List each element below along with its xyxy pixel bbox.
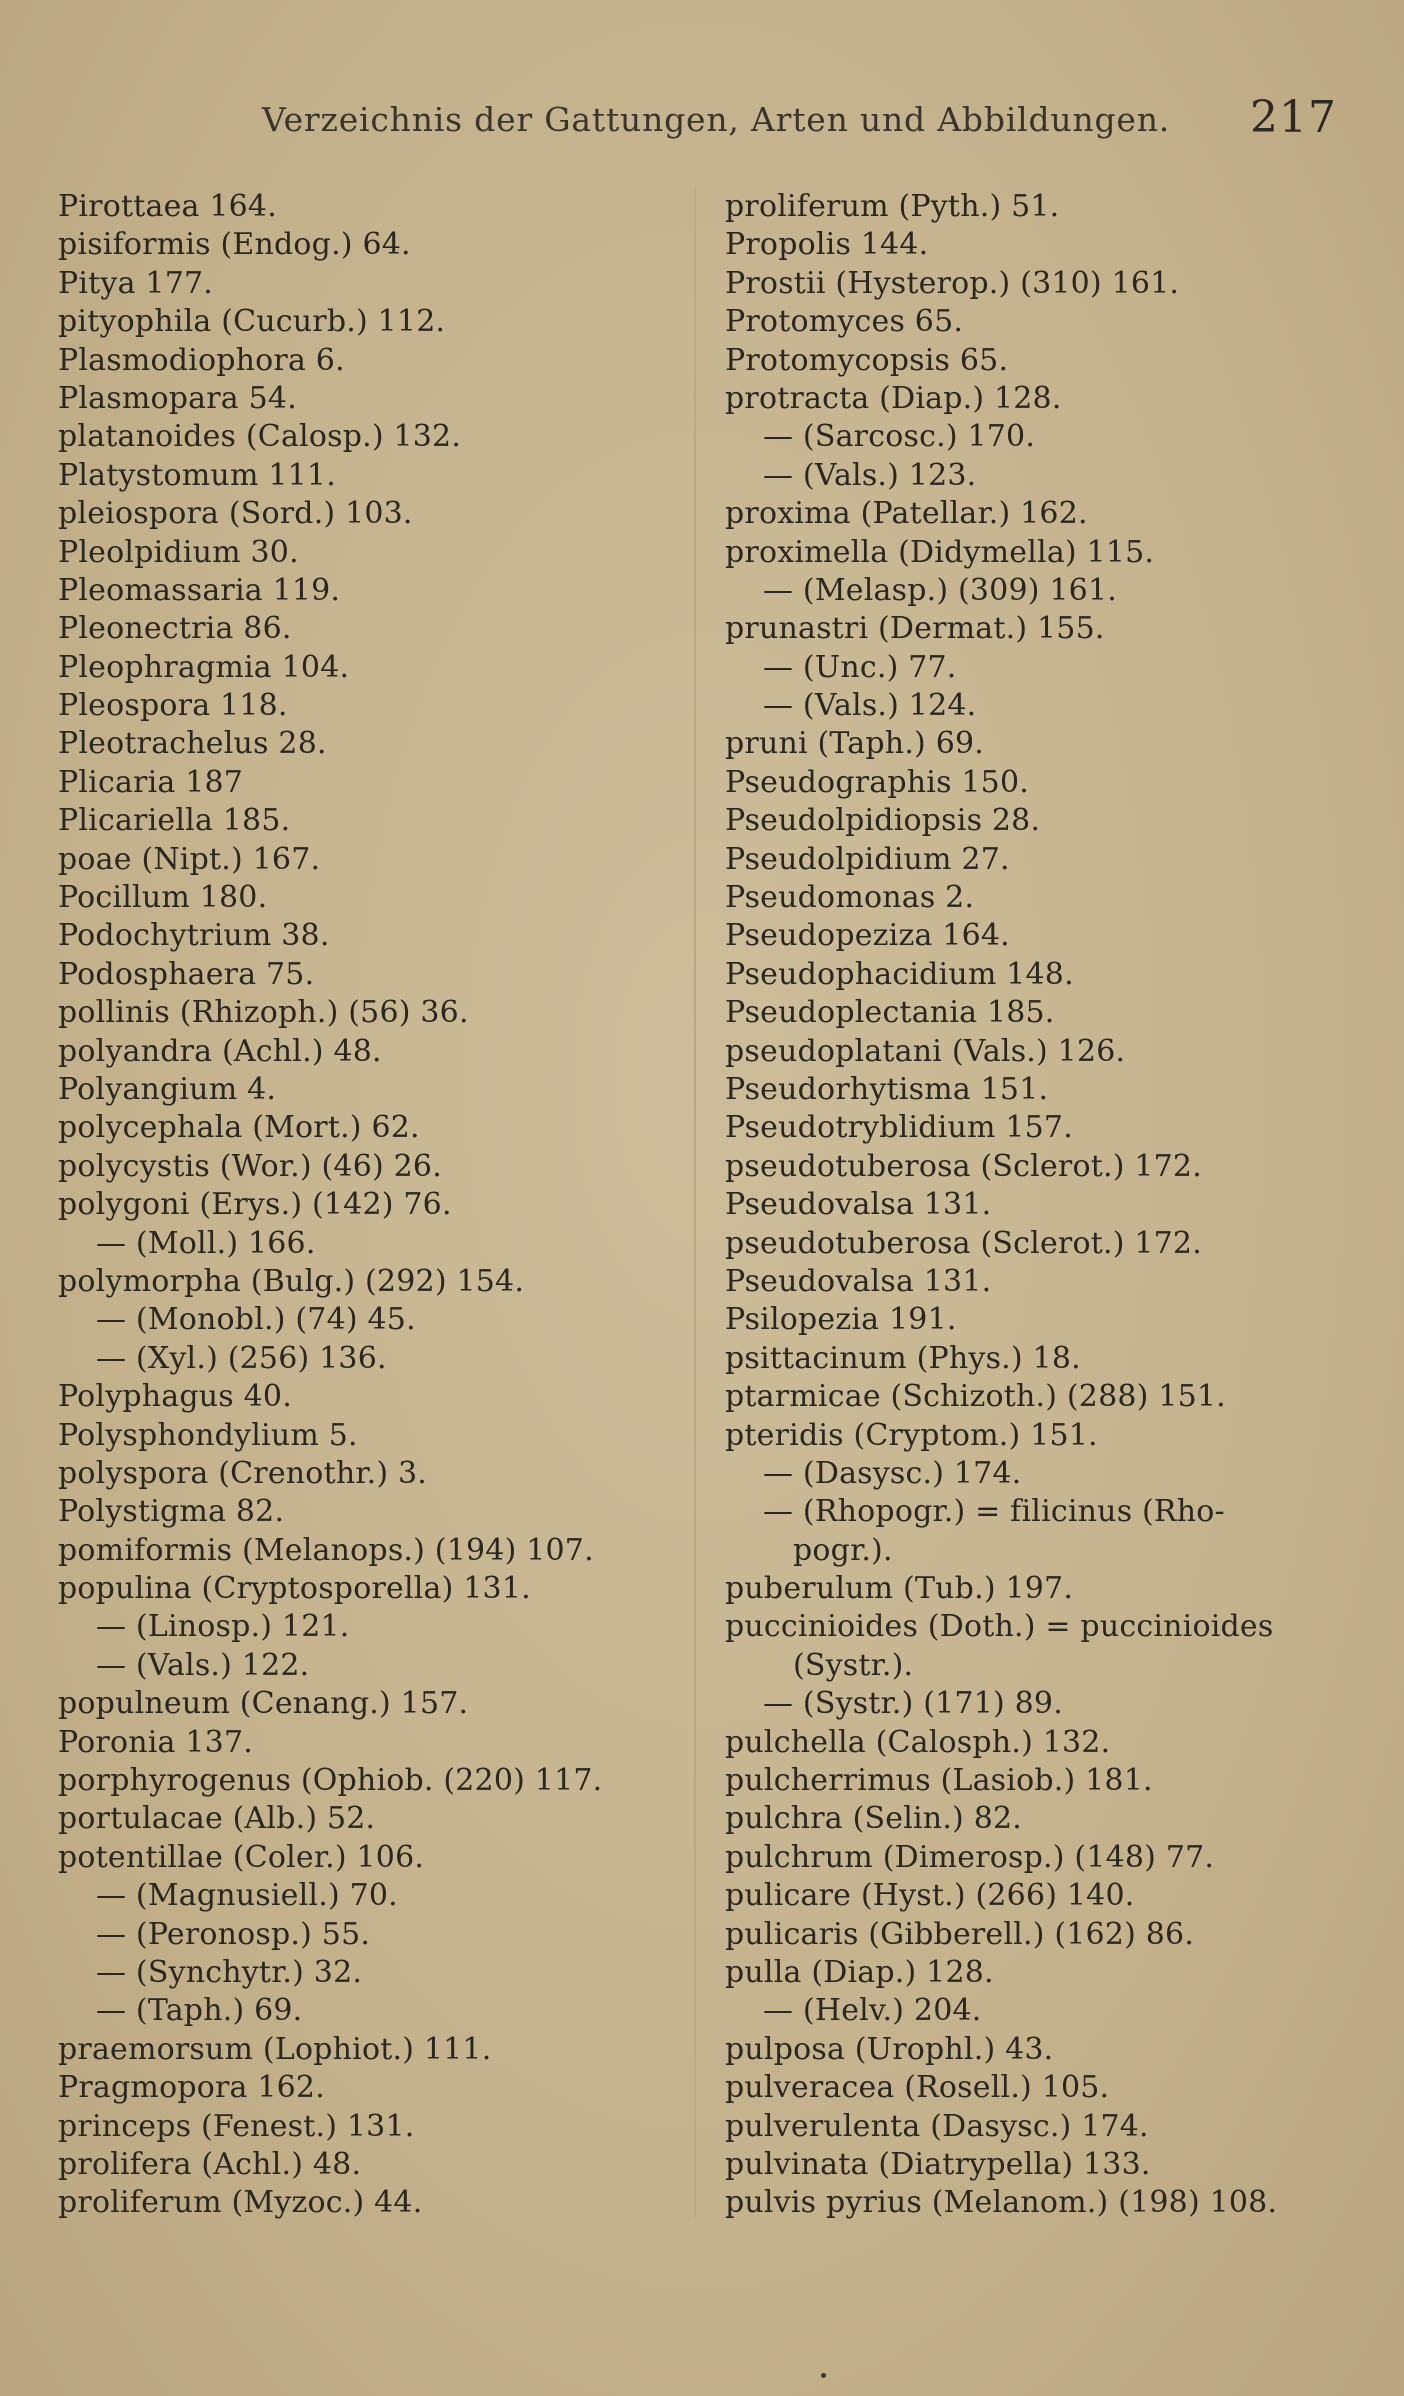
index-entry: Podochytrium 38. <box>58 918 330 954</box>
index-entry: Pseudolpidiopsis 28. <box>725 803 1041 839</box>
index-entry: Protomycopsis 65. <box>725 342 1009 378</box>
index-entry: puccinioides (Doth.) = puccinioides <box>725 1609 1274 1645</box>
index-entry: — (Vals.) 123. <box>763 457 977 493</box>
index-entry: Prostii (Hysterop.) (310) 161. <box>725 265 1180 301</box>
index-entry: — (Xyl.) (256) 136. <box>96 1340 387 1376</box>
index-entry: Polysphondylium 5. <box>58 1417 358 1453</box>
index-entry: — (Helv.) 204. <box>763 1993 982 2029</box>
index-entry: Pleophragmia 104. <box>58 649 350 685</box>
index-entry: Pseudophacidium 148. <box>725 956 1074 992</box>
index-entry: pomiformis (Melanops.) (194) 107. <box>58 1532 594 1568</box>
index-entry: pityophila (Cucurb.) 112. <box>58 304 446 340</box>
index-entry: — (Systr.) (171) 89. <box>763 1686 1063 1722</box>
index-entry: Protomyces 65. <box>725 304 964 340</box>
index-entry: Plicaria 187 <box>58 764 244 800</box>
index-entry: Pleomassaria 119. <box>58 572 341 608</box>
index-entry: Pseudoplectania 185. <box>725 995 1055 1031</box>
index-entry: polygoni (Erys.) (142) 76. <box>58 1187 452 1223</box>
index-entry: Psilopezia 191. <box>725 1302 957 1338</box>
index-entry: Polyangium 4. <box>58 1071 277 1107</box>
index-entry: — (Melasp.) (309) 161. <box>763 572 1117 608</box>
running-title: Verzeichnis der Gattungen, Arten und Abbildungen. <box>262 100 1171 139</box>
index-entry: Propolis 144. <box>725 227 929 263</box>
index-entry: pulvis pyrius (Melanom.) (198) 108. <box>725 2185 1278 2221</box>
index-entry: — (Linosp.) 121. <box>96 1609 350 1645</box>
index-entry: poae (Nipt.) 167. <box>58 841 321 877</box>
index-entry: Poronia 137. <box>58 1724 253 1760</box>
index-entry: pleiospora (Sord.) 103. <box>58 496 413 532</box>
index-entry: Pseudotryblidium 157. <box>725 1110 1073 1146</box>
page-number: 217 <box>1250 92 1337 143</box>
index-entry: platanoides (Calosp.) 132. <box>58 419 462 455</box>
index-entry: proliferum (Myzoc.) 44. <box>58 2185 423 2221</box>
index-entry: pseudotuberosa (Sclerot.) 172. <box>725 1225 1202 1261</box>
index-entry: — (Rhopogr.) = filicinus (Rho- <box>763 1494 1225 1530</box>
index-entry: potentillae (Coler.) 106. <box>58 1839 425 1875</box>
index-entry: princeps (Fenest.) 131. <box>58 2108 415 2144</box>
index-entry: pollinis (Rhizoph.) (56) 36. <box>58 995 469 1031</box>
index-entry: polycystis (Wor.) (46) 26. <box>58 1148 442 1184</box>
index-entry: — (Dasysc.) 174. <box>763 1455 1022 1491</box>
index-entry: Pseudopeziza 164. <box>725 918 1010 954</box>
index-entry: — (Vals.) 124. <box>763 688 977 724</box>
index-entry: pulveracea (Rosell.) 105. <box>725 2070 1110 2106</box>
index-entry: Platystomum 111. <box>58 457 336 493</box>
index-entry: ptarmicae (Schizoth.) (288) 151. <box>725 1379 1226 1415</box>
index-entry: Pleonectria 86. <box>58 611 292 647</box>
running-header <box>0 92 1404 144</box>
index-entry: pteridis (Cryptom.) 151. <box>725 1417 1098 1453</box>
index-entry: pulverulenta (Dasysc.) 174. <box>725 2108 1149 2144</box>
index-entry: Pirottaea 164. <box>58 189 277 224</box>
paper-speck <box>821 2373 826 2378</box>
index-entry: polyspora (Crenothr.) 3. <box>58 1455 427 1491</box>
index-entry: puberulum (Tub.) 197. <box>725 1571 1074 1607</box>
index-entry: Pleotrachelus 28. <box>58 726 327 762</box>
index-entry: — (Peronosp.) 55. <box>96 1916 371 1952</box>
index-entry: pulicaris (Gibberell.) (162) 86. <box>725 1916 1195 1952</box>
index-entry: portulacae (Alb.) 52. <box>58 1801 376 1837</box>
index-entry: Pseudorhytisma 151. <box>725 1071 1049 1107</box>
index-entry: — (Unc.) 77. <box>763 649 957 685</box>
index-entry: Pragmopora 162. <box>58 2070 325 2106</box>
index-entry: Podosphaera 75. <box>58 956 315 992</box>
index-entry: prolifera (Achl.) 48. <box>58 2146 362 2182</box>
index-entry: praemorsum (Lophiot.) 111. <box>58 2031 492 2067</box>
index-entry: polycephala (Mort.) 62. <box>58 1110 420 1146</box>
index-entry: pulchella (Calosph.) 132. <box>725 1724 1111 1760</box>
index-entry: protracta (Diap.) 128. <box>725 380 1062 416</box>
index-entry: pulicare (Hyst.) (266) 140. <box>725 1878 1135 1914</box>
index-column-left <box>58 188 668 2223</box>
index-entry: psittacinum (Phys.) 18. <box>725 1340 1081 1376</box>
index-entry: Plasmopara 54. <box>58 380 297 416</box>
index-entry: Pseudovalsa 131. <box>725 1187 992 1223</box>
index-entry: Pleolpidium 30. <box>58 534 299 570</box>
index-entry: Pitya 177. <box>58 265 214 301</box>
index-column-right <box>725 188 1355 2223</box>
index-entry: Pocillum 180. <box>58 880 268 916</box>
index-entry: pulcherrimus (Lasiob.) 181. <box>725 1763 1153 1799</box>
index-entry: proxima (Patellar.) 162. <box>725 496 1088 532</box>
index-entry: Pseudographis 150. <box>725 764 1029 800</box>
index-entry: Pseudolpidium 27. <box>725 841 1010 877</box>
index-entry: pseudoplatani (Vals.) 126. <box>725 1033 1126 1069</box>
index-entry: Polystigma 82. <box>58 1494 285 1530</box>
index-entry: pisiformis (Endog.) 64. <box>58 227 411 263</box>
index-entry: pulchrum (Dimerosp.) (148) 77. <box>725 1839 1215 1875</box>
index-entry: polymorpha (Bulg.) (292) 154. <box>58 1263 525 1299</box>
index-entry: — (Magnusiell.) 70. <box>96 1878 398 1914</box>
index-entry: pulvinata (Diatrypella) 133. <box>725 2146 1151 2182</box>
index-entry: — (Monobl.) (74) 45. <box>96 1302 416 1338</box>
index-entry: Pseudovalsa 131. <box>725 1263 992 1299</box>
index-entry: — (Moll.) 166. <box>96 1225 316 1261</box>
index-entry: pogr.). <box>793 1532 893 1568</box>
index-entry: — (Sarcosc.) 170. <box>763 419 1036 455</box>
index-entry: — (Taph.) 69. <box>96 1993 303 2029</box>
index-entry: populneum (Cenang.) 157. <box>58 1686 469 1722</box>
index-entry: pruni (Taph.) 69. <box>725 726 985 762</box>
index-entry: pulchra (Selin.) 82. <box>725 1801 1023 1837</box>
index-entry: polyandra (Achl.) 48. <box>58 1033 382 1069</box>
index-entry: proximella (Didymella) 115. <box>725 534 1155 570</box>
index-entry: populina (Cryptosporella) 131. <box>58 1571 531 1607</box>
index-entry: Pseudomonas 2. <box>725 880 975 916</box>
index-entry: porphyrogenus (Ophiob. (220) 117. <box>58 1763 603 1799</box>
index-entry: — (Synchytr.) 32. <box>96 1954 363 1990</box>
index-entry: (Systr.). <box>793 1647 914 1683</box>
index-entry: Polyphagus 40. <box>58 1379 292 1415</box>
index-entry: pseudotuberosa (Sclerot.) 172. <box>725 1148 1202 1184</box>
column-divider <box>694 188 696 2218</box>
index-entry: pulposa (Urophl.) 43. <box>725 2031 1054 2067</box>
index-entry: pulla (Diap.) 128. <box>725 1954 994 1990</box>
index-entry: Pleospora 118. <box>58 688 288 724</box>
index-entry: Plicariella 185. <box>58 803 291 839</box>
index-entry: — (Vals.) 122. <box>96 1647 310 1683</box>
index-entry: prunastri (Dermat.) 155. <box>725 611 1105 647</box>
index-entry: Plasmodiophora 6. <box>58 342 345 378</box>
index-entry: proliferum (Pyth.) 51. <box>725 189 1060 224</box>
